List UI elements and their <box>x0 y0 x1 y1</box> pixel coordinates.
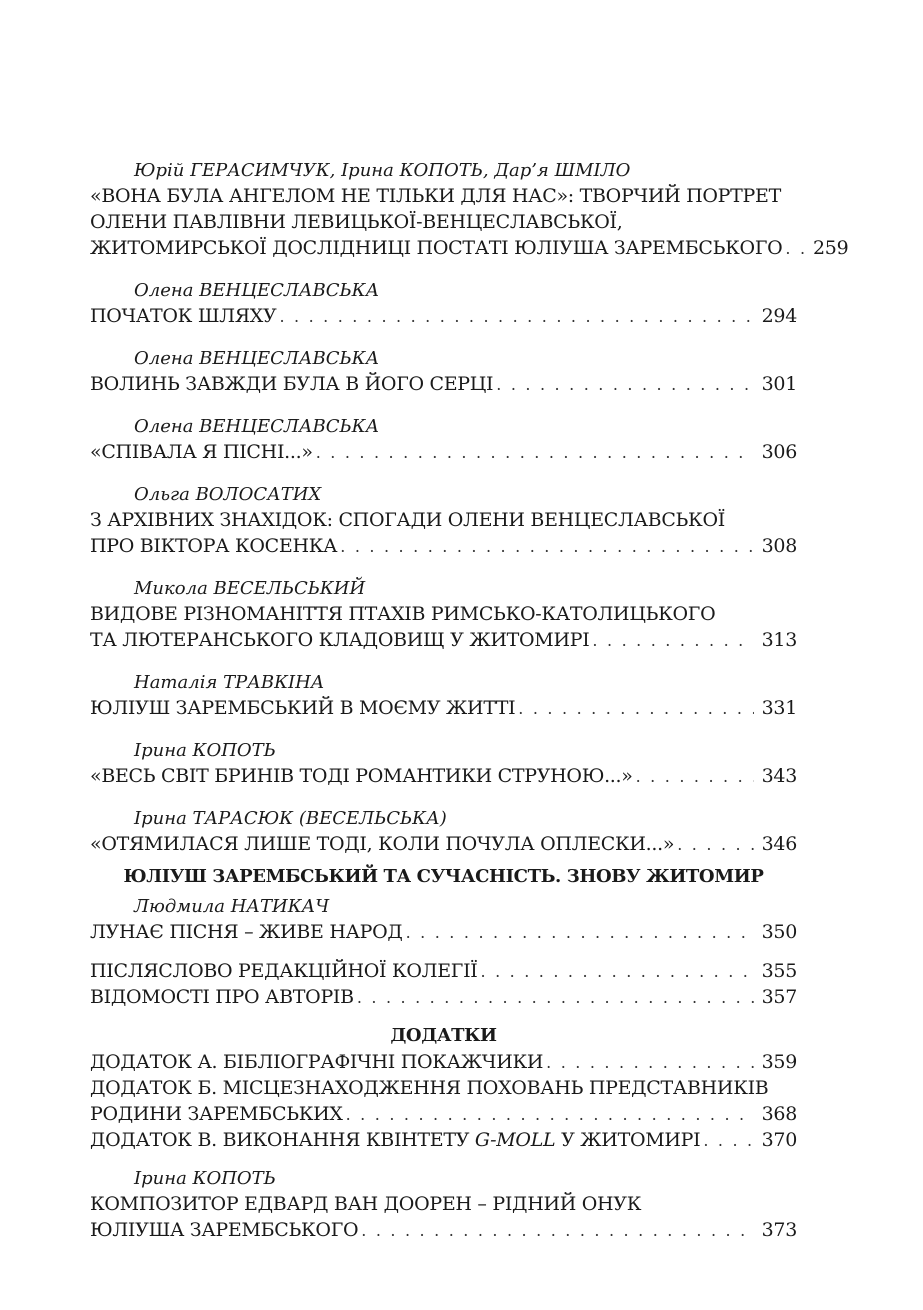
toc-entry <box>90 721 797 789</box>
toc-entry <box>90 465 797 559</box>
toc-entry-title: ЮЛІУШ ЗАРЕМБСЬКИЙ В МОЄМУ ЖИТТІ <box>90 697 516 719</box>
toc-last-row[interactable] <box>90 1217 797 1243</box>
dot-leader <box>346 1102 754 1128</box>
toc-page-number: 259 <box>813 237 849 259</box>
toc-author: Наталія ТРАВКІНА <box>134 672 325 693</box>
dot-leader <box>406 920 754 946</box>
dot-leader <box>496 372 754 398</box>
toc-entry <box>90 158 849 261</box>
toc-entry-title: ДОДАТОК А. БІБЛІОГРАФІЧНІ ПОКАЖЧИКИ <box>90 1051 544 1073</box>
toc-entry-title: ПІСЛЯСЛОВО РЕДАКЦІЙНОЇ КОЛЕГІЇ <box>90 960 478 982</box>
toc-entry-row[interactable] <box>90 763 797 789</box>
toc-entry <box>90 559 797 653</box>
toc-page-number: 346 <box>761 833 797 855</box>
toc-entry-title: ВІДОМОСТІ ПРО АВТОРІВ <box>90 986 354 1008</box>
toc-entry <box>90 397 797 465</box>
toc-page-number: 343 <box>761 765 797 787</box>
dot-leader <box>361 1218 754 1244</box>
toc-page-number: 368 <box>761 1103 797 1125</box>
toc-entry-row[interactable] <box>90 439 797 465</box>
toc-page-number: 357 <box>761 986 797 1008</box>
toc-title-line: ОЛЕНИ ПАВЛІВНИ ЛЕВИЦЬКОЇ-ВЕНЦЕСЛАВСЬКОЇ, <box>90 211 623 233</box>
toc-entry-title: «ОТЯМИЛАСЯ ЛИШЕ ТОДІ, КОЛИ ПОЧУЛА ОПЛЕСКИ...» <box>90 833 675 855</box>
dot-leader <box>481 959 755 985</box>
toc-entry-title: ТА ЛЮТЕРАНСЬКОГО КЛАДОВИЩ У ЖИТОМИРІ <box>90 629 590 651</box>
toc-author: Олена ВЕНЦЕСЛАВСЬКА <box>134 280 380 301</box>
toc-title-line: ДОДАТОК Б. МІСЦЕЗНАХОДЖЕННЯ ПОХОВАНЬ ПРЕДСТАВНИКІВ <box>90 1077 769 1099</box>
toc-author: Людмила НАТИКАЧ <box>134 896 330 917</box>
dot-leader <box>785 236 805 262</box>
toc-afterword-row[interactable] <box>90 958 797 984</box>
toc-entries <box>90 158 849 857</box>
toc-entry-row[interactable] <box>90 831 797 857</box>
toc-appendix-v-row[interactable] <box>90 1127 797 1153</box>
toc-page-number: 294 <box>761 305 797 327</box>
toc-entry-title: ЛУНАЄ ПІСНЯ – ЖИВЕ НАРОД <box>90 921 403 943</box>
toc-appendix-a-row[interactable] <box>90 1049 797 1075</box>
toc-entry-row[interactable] <box>90 371 797 397</box>
toc-page-number: 359 <box>761 1051 797 1073</box>
toc-page-number: 331 <box>761 697 797 719</box>
dot-leader <box>592 628 754 654</box>
toc-title-line: «ВОНА БУЛА АНГЕЛОМ НЕ ТІЛЬКИ ДЛЯ НАС»: ТВОРЧИЙ ПОРТРЕТ <box>90 185 781 207</box>
toc-page-number: 370 <box>761 1129 797 1151</box>
toc-author: Олена ВЕНЦЕСЛАВСЬКА <box>134 348 380 369</box>
toc-entry <box>90 653 797 721</box>
toc-entry-title <box>90 1127 700 1153</box>
toc-entry-title: ЖИТОМИРСЬКОЇ ДОСЛІДНИЦІ ПОСТАТІ ЮЛІУША ЗАРЕМБСЬКОГО <box>90 237 783 259</box>
dot-leader <box>316 440 754 466</box>
toc-author: Юрій ГЕРАСИМЧУК, Ірина КОПОТЬ, Дар’я ШМІЛО <box>134 160 631 181</box>
toc-author: Ірина КОПОТЬ <box>134 740 276 761</box>
toc-entry-title: РОДИНИ ЗАРЕМБСЬКИХ <box>90 1103 343 1125</box>
toc-author: Олена ВЕНЦЕСЛАВСЬКА <box>134 416 380 437</box>
toc-title-line: З АРХІВНИХ ЗНАХІДОК: СПОГАДИ ОЛЕНИ ВЕНЦЕСЛАВСЬКОЇ <box>90 509 725 531</box>
table-of-contents <box>90 158 849 1243</box>
toc-page-number: 308 <box>761 535 797 557</box>
section-heading-modern: ЮЛІУШ ЗАРЕМБСЬКИЙ ТА СУЧАСНІСТЬ. ЗНОВУ ЖИТОМИР <box>123 866 764 887</box>
toc-title-line: КОМПОЗИТОР ЕДВАРД ВАН ДООРЕН – РІДНИЙ ОНУК <box>90 1193 642 1215</box>
toc-entry-row[interactable] <box>90 235 849 261</box>
toc-entry <box>90 789 797 857</box>
toc-entry-row[interactable] <box>90 303 797 329</box>
toc-author: Ольга ВОЛОСАТИХ <box>134 484 322 505</box>
title-suffix: У ЖИТОМИРІ <box>555 1129 701 1151</box>
toc-entry-title: ПРО ВІКТОРА КОСЕНКА <box>90 535 338 557</box>
toc-authors-info-row[interactable] <box>90 984 797 1010</box>
toc-entry-title: «ВЕСЬ СВІТ БРИНІВ ТОДІ РОМАНТИКИ СТРУНОЮ...» <box>90 765 633 787</box>
toc-page-number: 373 <box>761 1219 797 1241</box>
toc-entry-title: ЮЛІУША ЗАРЕМБСЬКОГО <box>90 1219 359 1241</box>
toc-entry <box>90 261 797 329</box>
title-prefix: ДОДАТОК В. ВИКОНАННЯ КВІНТЕТУ <box>90 1129 475 1151</box>
toc-author: Ірина ТАРАСЮК (ВЕСЕЛЬСЬКА) <box>134 808 447 829</box>
dot-leader <box>636 764 754 790</box>
toc-page-number: 301 <box>761 373 797 395</box>
dot-leader <box>279 304 754 330</box>
dot-leader <box>340 534 754 560</box>
toc-entry-title: ПОЧАТОК ШЛЯХУ <box>90 305 277 327</box>
toc-entry-row[interactable] <box>90 533 797 559</box>
toc-appendix-b-row[interactable] <box>90 1101 797 1127</box>
toc-page-number: 350 <box>761 921 797 943</box>
toc-title-line: ВИДОВЕ РІЗНОМАНІТТЯ ПТАХІВ РИМСЬКО-КАТОЛИЦЬКОГО <box>90 603 716 625</box>
toc-entry-title: «СПІВАЛА Я ПІСНІ...» <box>90 441 313 463</box>
toc-author: Микола ВЕСЕЛЬСЬКИЙ <box>134 578 366 599</box>
toc-entry-row[interactable] <box>90 627 797 653</box>
toc-author: Ірина КОПОТЬ <box>134 1168 276 1189</box>
dot-leader <box>703 1128 754 1154</box>
toc-entry-row[interactable] <box>90 919 797 945</box>
toc-page-number: 355 <box>761 960 797 982</box>
title-italic-key: G-MOLL <box>474 1129 556 1151</box>
dot-leader <box>518 696 754 722</box>
dot-leader <box>677 832 754 858</box>
toc-entry-row[interactable] <box>90 695 797 721</box>
dot-leader <box>546 1050 754 1076</box>
toc-entry-title: ВОЛИНЬ ЗАВЖДИ БУЛА В ЙОГО СЕРЦІ <box>90 373 494 395</box>
toc-page-number: 313 <box>761 629 797 651</box>
toc-page-number: 306 <box>761 441 797 463</box>
toc-entry <box>90 329 797 397</box>
dot-leader <box>357 985 754 1011</box>
section-heading-appendices: ДОДАТКИ <box>390 1025 497 1046</box>
